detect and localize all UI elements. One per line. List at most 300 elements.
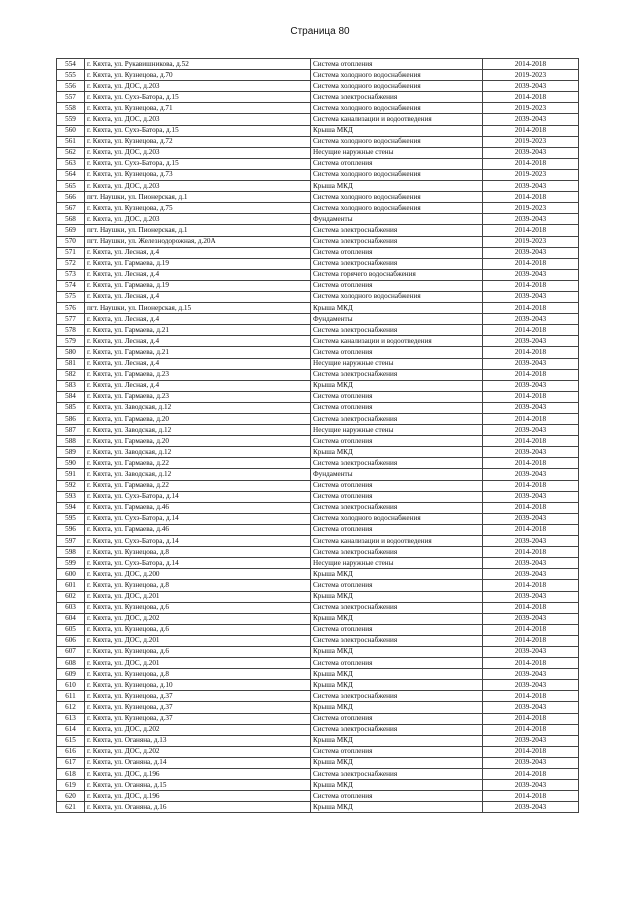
repair-schedule-table [56, 58, 579, 813]
row-system: Система холодного водоснабжения [311, 70, 483, 81]
row-period: 2039-2043 [483, 147, 579, 158]
row-address: г. Кяхта, ул. Кузнецова, д.37 [85, 702, 311, 713]
row-system: Система электроснабжения [311, 635, 483, 646]
page-header: Страница 80 [290, 26, 350, 37]
table-row [57, 192, 579, 203]
row-number: 593 [57, 491, 85, 502]
row-system: Фундаменты [311, 214, 483, 225]
row-period: 2014-2018 [483, 524, 579, 535]
table-row [57, 125, 579, 136]
row-period: 2014-2018 [483, 303, 579, 314]
row-period: 2014-2018 [483, 480, 579, 491]
row-address: г. Кяхта, ул. Кузнецова, д.6 [85, 624, 311, 635]
row-period: 2014-2018 [483, 59, 579, 70]
table-row [57, 791, 579, 802]
row-address: г. Кяхта, ул. Гармаева, д.46 [85, 502, 311, 513]
row-period: 2014-2018 [483, 713, 579, 724]
row-number: 609 [57, 669, 85, 680]
row-address: г. Кяхта, ул. Гармаева, д.22 [85, 480, 311, 491]
table-row [57, 402, 579, 413]
row-period: 2039-2043 [483, 425, 579, 436]
table-row [57, 325, 579, 336]
row-period: 2019-2023 [483, 203, 579, 214]
row-period: 2039-2043 [483, 247, 579, 258]
row-period: 2014-2018 [483, 125, 579, 136]
table-row [57, 613, 579, 624]
table-row [57, 757, 579, 768]
row-system: Крыша МКД [311, 802, 483, 813]
row-number: 598 [57, 547, 85, 558]
row-system: Система холодного водоснабжения [311, 169, 483, 180]
table-row [57, 502, 579, 513]
row-number: 558 [57, 103, 85, 114]
row-address: г. Кяхта, ул. Заводская, д.12 [85, 402, 311, 413]
row-period: 2039-2043 [483, 469, 579, 480]
row-system: Система отопления [311, 436, 483, 447]
row-number: 613 [57, 713, 85, 724]
row-address: г. Кяхта, ул. Сухэ-Батора, д.15 [85, 92, 311, 103]
row-number: 588 [57, 436, 85, 447]
row-number: 608 [57, 658, 85, 669]
table-row [57, 447, 579, 458]
row-period: 2039-2043 [483, 314, 579, 325]
row-number: 615 [57, 735, 85, 746]
row-address: г. Кяхта, ул. ДОС, д.202 [85, 613, 311, 624]
table-row [57, 536, 579, 547]
row-address: г. Кяхта, ул. ДОС, д.201 [85, 591, 311, 602]
row-period: 2014-2018 [483, 391, 579, 402]
row-period: 2014-2018 [483, 547, 579, 558]
row-period: 2019-2023 [483, 136, 579, 147]
row-system: Крыша МКД [311, 780, 483, 791]
row-system: Крыша МКД [311, 303, 483, 314]
row-period: 2039-2043 [483, 558, 579, 569]
row-number: 606 [57, 635, 85, 646]
row-address: г. Кяхта, ул. Гармаева, д.23 [85, 391, 311, 402]
row-address: г. Кяхта, ул. ДОС, д.196 [85, 791, 311, 802]
row-period: 2039-2043 [483, 358, 579, 369]
row-system: Система отопления [311, 658, 483, 669]
row-address: г. Кяхта, ул. Лесная, д.4 [85, 247, 311, 258]
table-row [57, 181, 579, 192]
table-row [57, 347, 579, 358]
row-system: Система отопления [311, 347, 483, 358]
row-system: Система холодного водоснабжения [311, 192, 483, 203]
row-address: г. Кяхта, ул. ДОС, д.196 [85, 769, 311, 780]
row-number: 590 [57, 458, 85, 469]
table-row [57, 491, 579, 502]
row-period: 2014-2018 [483, 369, 579, 380]
row-address: г. Кяхта, ул. ДОС, д.203 [85, 81, 311, 92]
row-number: 577 [57, 314, 85, 325]
row-system: Крыша МКД [311, 380, 483, 391]
table-row [57, 780, 579, 791]
row-number: 619 [57, 780, 85, 791]
table-row [57, 336, 579, 347]
row-system: Система канализации и водоотведения [311, 114, 483, 125]
row-system: Система электроснабжения [311, 602, 483, 613]
row-number: 601 [57, 580, 85, 591]
row-system: Система отопления [311, 524, 483, 535]
row-address: г. Кяхта, ул. ДОС, д.200 [85, 569, 311, 580]
table-row [57, 380, 579, 391]
row-system: Система канализации и водоотведения [311, 536, 483, 547]
row-system: Система горячего водоснабжения [311, 269, 483, 280]
row-address: г. Кяхта, ул. Кузнецова, д.37 [85, 713, 311, 724]
table-row [57, 314, 579, 325]
row-number: 555 [57, 70, 85, 81]
row-period: 2039-2043 [483, 336, 579, 347]
table-row [57, 225, 579, 236]
row-system: Система электроснабжения [311, 691, 483, 702]
table-row [57, 81, 579, 92]
row-system: Система отопления [311, 280, 483, 291]
row-address: г. Кяхта, ул. Оганяна, д.16 [85, 802, 311, 813]
table-row [57, 669, 579, 680]
row-number: 583 [57, 380, 85, 391]
row-address: г. Кяхта, ул. Кузнецова, д.8 [85, 580, 311, 591]
row-system: Система отопления [311, 391, 483, 402]
table-row [57, 802, 579, 813]
row-address: г. Кяхта, ул. Гармаева, д.20 [85, 414, 311, 425]
row-number: 592 [57, 480, 85, 491]
row-address: г. Кяхта, ул. Сухэ-Батора, д.15 [85, 158, 311, 169]
row-address: г. Кяхта, ул. Лесная, д.4 [85, 380, 311, 391]
row-period: 2039-2043 [483, 702, 579, 713]
row-number: 585 [57, 402, 85, 413]
row-period: 2014-2018 [483, 225, 579, 236]
row-system: Система отопления [311, 746, 483, 757]
row-address: г. Кяхта, ул. Кузнецова, д.37 [85, 691, 311, 702]
row-system: Крыша МКД [311, 591, 483, 602]
table-row [57, 480, 579, 491]
row-address: г. Кяхта, ул. Гармаева, д.22 [85, 458, 311, 469]
row-number: 621 [57, 802, 85, 813]
row-address: г. Кяхта, ул. Заводская, д.12 [85, 447, 311, 458]
row-address: г. Кяхта, ул. ДОС, д.203 [85, 114, 311, 125]
table-row [57, 214, 579, 225]
row-number: 607 [57, 646, 85, 657]
table-row [57, 680, 579, 691]
row-system: Система электроснабжения [311, 258, 483, 269]
row-number: 572 [57, 258, 85, 269]
row-period: 2014-2018 [483, 791, 579, 802]
row-period: 2039-2043 [483, 780, 579, 791]
row-address: г. Кяхта, ул. Гармаева, д.19 [85, 280, 311, 291]
table-row [57, 713, 579, 724]
row-address: г. Кяхта, ул. Кузнецова, д.71 [85, 103, 311, 114]
row-number: 559 [57, 114, 85, 125]
table-row [57, 258, 579, 269]
row-period: 2039-2043 [483, 81, 579, 92]
row-system: Крыша МКД [311, 125, 483, 136]
row-period: 2039-2043 [483, 757, 579, 768]
row-number: 562 [57, 147, 85, 158]
row-period: 2014-2018 [483, 746, 579, 757]
row-system: Система электроснабжения [311, 769, 483, 780]
row-period: 2014-2018 [483, 602, 579, 613]
row-period: 2039-2043 [483, 569, 579, 580]
row-number: 587 [57, 425, 85, 436]
row-system: Крыша МКД [311, 757, 483, 768]
row-address: г. Кяхта, ул. Сухэ-Батора, д.14 [85, 513, 311, 524]
row-number: 614 [57, 724, 85, 735]
row-number: 597 [57, 536, 85, 547]
row-address: пгт. Наушки, ул. Пионерская, д.1 [85, 192, 311, 203]
table-row [57, 114, 579, 125]
row-number: 584 [57, 391, 85, 402]
row-number: 604 [57, 613, 85, 624]
row-period: 2014-2018 [483, 458, 579, 469]
table-row [57, 558, 579, 569]
row-number: 556 [57, 81, 85, 92]
row-system: Система электроснабжения [311, 458, 483, 469]
row-period: 2014-2018 [483, 280, 579, 291]
row-period: 2014-2018 [483, 635, 579, 646]
table-row [57, 769, 579, 780]
table-row [57, 547, 579, 558]
row-address: г. Кяхта, ул. Кузнецова, д.6 [85, 602, 311, 613]
row-address: г. Кяхта, ул. Рукавишникова, д.52 [85, 59, 311, 70]
table-row [57, 591, 579, 602]
row-number: 569 [57, 225, 85, 236]
row-number: 612 [57, 702, 85, 713]
row-system: Крыша МКД [311, 447, 483, 458]
table-row [57, 524, 579, 535]
row-system: Система отопления [311, 480, 483, 491]
row-address: г. Кяхта, ул. ДОС, д.201 [85, 635, 311, 646]
table-row [57, 469, 579, 480]
table-row [57, 358, 579, 369]
row-system: Система электроснабжения [311, 502, 483, 513]
row-period: 2019-2023 [483, 236, 579, 247]
row-system: Система холодного водоснабжения [311, 291, 483, 302]
row-system: Система электроснабжения [311, 325, 483, 336]
row-number: 571 [57, 247, 85, 258]
row-system: Система отопления [311, 59, 483, 70]
row-system: Система электроснабжения [311, 225, 483, 236]
row-system: Система холодного водоснабжения [311, 103, 483, 114]
row-number: 564 [57, 169, 85, 180]
row-number: 594 [57, 502, 85, 513]
row-address: г. Кяхта, ул. ДОС, д.202 [85, 724, 311, 735]
table-row [57, 203, 579, 214]
row-system: Крыша МКД [311, 680, 483, 691]
table-row [57, 92, 579, 103]
row-system: Система холодного водоснабжения [311, 203, 483, 214]
row-address: г. Кяхта, ул. Кузнецова, д.73 [85, 169, 311, 180]
row-period: 2014-2018 [483, 347, 579, 358]
row-system: Фундаменты [311, 469, 483, 480]
row-period: 2039-2043 [483, 291, 579, 302]
row-number: 617 [57, 757, 85, 768]
row-number: 611 [57, 691, 85, 702]
row-system: Несущие наружные стены [311, 425, 483, 436]
row-number: 602 [57, 591, 85, 602]
row-period: 2039-2043 [483, 591, 579, 602]
row-number: 618 [57, 769, 85, 780]
row-number: 554 [57, 59, 85, 70]
row-system: Фундаменты [311, 314, 483, 325]
table-row [57, 425, 579, 436]
row-period: 2039-2043 [483, 735, 579, 746]
row-address: г. Кяхта, ул. Лесная, д.4 [85, 291, 311, 302]
row-period: 2039-2043 [483, 802, 579, 813]
row-address: г. Кяхта, ул. Кузнецова, д.10 [85, 680, 311, 691]
row-number: 578 [57, 325, 85, 336]
row-address: г. Кяхта, ул. ДОС, д.203 [85, 181, 311, 192]
row-period: 2039-2043 [483, 669, 579, 680]
table-row [57, 513, 579, 524]
row-address: г. Кяхта, ул. Заводская, д.12 [85, 425, 311, 436]
row-address: г. Кяхта, ул. Сухэ-Батора, д.14 [85, 491, 311, 502]
row-number: 616 [57, 746, 85, 757]
row-system: Несущие наружные стены [311, 558, 483, 569]
row-period: 2019-2023 [483, 169, 579, 180]
table-row [57, 391, 579, 402]
row-system: Система отопления [311, 580, 483, 591]
row-number: 568 [57, 214, 85, 225]
row-system: Система отопления [311, 791, 483, 802]
row-address: г. Кяхта, ул. ДОС, д.203 [85, 214, 311, 225]
table-body [57, 59, 579, 813]
row-number: 560 [57, 125, 85, 136]
row-number: 573 [57, 269, 85, 280]
row-period: 2039-2043 [483, 646, 579, 657]
row-address: г. Кяхта, ул. Кузнецова, д.8 [85, 669, 311, 680]
row-period: 2014-2018 [483, 624, 579, 635]
row-number: 596 [57, 524, 85, 535]
row-period: 2019-2023 [483, 70, 579, 81]
table-row [57, 702, 579, 713]
table-row [57, 303, 579, 314]
row-number: 620 [57, 791, 85, 802]
row-period: 2039-2043 [483, 613, 579, 624]
row-period: 2039-2043 [483, 269, 579, 280]
row-period: 2039-2043 [483, 181, 579, 192]
row-address: г. Кяхта, ул. ДОС, д.201 [85, 658, 311, 669]
row-system: Система отопления [311, 491, 483, 502]
row-period: 2014-2018 [483, 580, 579, 591]
row-address: г. Кяхта, ул. Гармаева, д.21 [85, 347, 311, 358]
table-row [57, 691, 579, 702]
table-row [57, 280, 579, 291]
table-row [57, 569, 579, 580]
row-number: 561 [57, 136, 85, 147]
table-row [57, 414, 579, 425]
row-address: г. Кяхта, ул. Кузнецова, д.75 [85, 203, 311, 214]
table-row [57, 291, 579, 302]
table-row [57, 624, 579, 635]
table-row [57, 59, 579, 70]
row-address: г. Кяхта, ул. Лесная, д.4 [85, 358, 311, 369]
row-period: 2014-2018 [483, 502, 579, 513]
row-system: Крыша МКД [311, 669, 483, 680]
row-system: Несущие наружные стены [311, 147, 483, 158]
row-system: Крыша МКД [311, 702, 483, 713]
row-address: г. Кяхта, ул. Лесная, д.4 [85, 336, 311, 347]
row-address: г. Кяхта, ул. Оганяна, д.15 [85, 780, 311, 791]
row-period: 2014-2018 [483, 658, 579, 669]
row-address: г. Кяхта, ул. Лесная, д.4 [85, 269, 311, 280]
row-number: 557 [57, 92, 85, 103]
table-row [57, 70, 579, 81]
row-number: 580 [57, 347, 85, 358]
row-period: 2014-2018 [483, 192, 579, 203]
table-row [57, 147, 579, 158]
row-period: 2039-2043 [483, 491, 579, 502]
row-number: 574 [57, 280, 85, 291]
row-address: г. Кяхта, ул. ДОС, д.203 [85, 147, 311, 158]
table-row [57, 458, 579, 469]
row-period: 2014-2018 [483, 691, 579, 702]
row-system: Система электроснабжения [311, 236, 483, 247]
row-period: 2014-2018 [483, 92, 579, 103]
row-period: 2019-2023 [483, 103, 579, 114]
row-number: 610 [57, 680, 85, 691]
row-number: 566 [57, 192, 85, 203]
row-number: 589 [57, 447, 85, 458]
table-row [57, 369, 579, 380]
row-period: 2014-2018 [483, 724, 579, 735]
row-address: г. Кяхта, ул. Гармаева, д.19 [85, 258, 311, 269]
row-number: 579 [57, 336, 85, 347]
table-row [57, 236, 579, 247]
table-row [57, 436, 579, 447]
row-period: 2014-2018 [483, 258, 579, 269]
row-period: 2039-2043 [483, 680, 579, 691]
row-system: Система отопления [311, 402, 483, 413]
row-number: 599 [57, 558, 85, 569]
row-period: 2014-2018 [483, 158, 579, 169]
row-number: 582 [57, 369, 85, 380]
row-number: 563 [57, 158, 85, 169]
row-system: Крыша МКД [311, 569, 483, 580]
row-system: Система отопления [311, 158, 483, 169]
row-address: г. Кяхта, ул. Гармаева, д.21 [85, 325, 311, 336]
row-system: Крыша МКД [311, 613, 483, 624]
row-system: Система отопления [311, 713, 483, 724]
row-address: г. Кяхта, ул. Сухэ-Батора, д.14 [85, 558, 311, 569]
row-system: Система электроснабжения [311, 547, 483, 558]
row-address: г. Кяхта, ул. Сухэ-Батора, д.15 [85, 125, 311, 136]
row-number: 567 [57, 203, 85, 214]
row-period: 2039-2043 [483, 214, 579, 225]
row-address: г. Кяхта, ул. Оганяна, д.13 [85, 735, 311, 746]
row-period: 2039-2043 [483, 380, 579, 391]
row-system: Система холодного водоснабжения [311, 136, 483, 147]
row-number: 576 [57, 303, 85, 314]
row-system: Система отопления [311, 247, 483, 258]
row-system: Система канализации и водоотведения [311, 336, 483, 347]
row-system: Система электроснабжения [311, 92, 483, 103]
row-address: г. Кяхта, ул. Кузнецова, д.6 [85, 646, 311, 657]
row-number: 575 [57, 291, 85, 302]
row-system: Система холодного водоснабжения [311, 81, 483, 92]
row-number: 591 [57, 469, 85, 480]
row-period: 2014-2018 [483, 325, 579, 336]
row-number: 595 [57, 513, 85, 524]
row-system: Крыша МКД [311, 181, 483, 192]
row-address: г. Кяхта, ул. Заводская, д.12 [85, 469, 311, 480]
row-period: 2039-2043 [483, 513, 579, 524]
row-system: Система отопления [311, 624, 483, 635]
row-address: г. Кяхта, ул. Кузнецова, д.72 [85, 136, 311, 147]
row-address: г. Кяхта, ул. Лесная, д.4 [85, 314, 311, 325]
row-number: 603 [57, 602, 85, 613]
row-address: пгт. Наушки, ул. Пионерская, д.1 [85, 225, 311, 236]
table-row [57, 247, 579, 258]
